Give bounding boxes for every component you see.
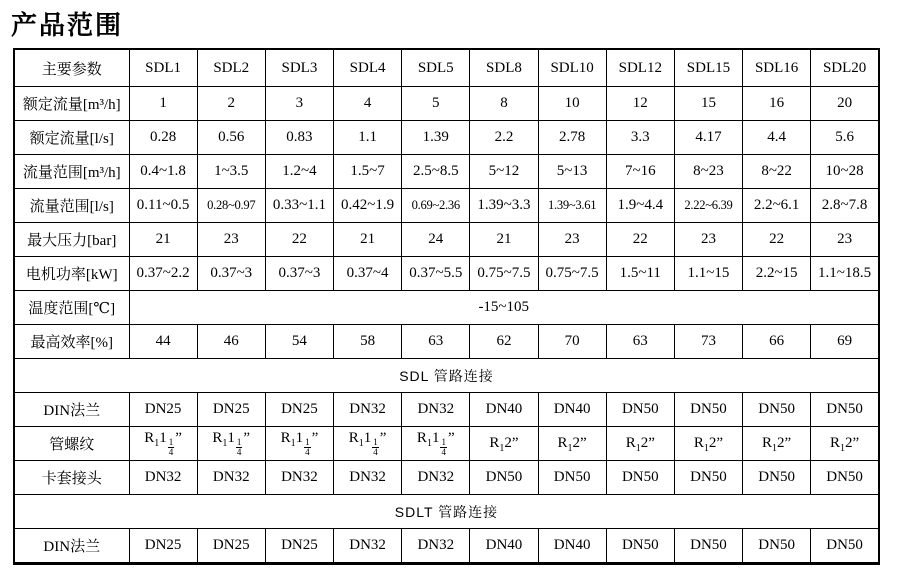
- value-cell: DN32: [334, 529, 402, 564]
- value-cell: 15: [674, 87, 742, 121]
- model-column-header: SDL8: [470, 49, 538, 87]
- value-cell: 66: [743, 325, 811, 359]
- value-cell: 3.3: [606, 121, 674, 155]
- value-cell: 1.39~3.61: [538, 189, 606, 223]
- value-cell: DN25: [197, 529, 265, 564]
- value-cell: DN50: [743, 461, 811, 495]
- row-label: DIN法兰: [14, 529, 129, 564]
- value-cell: 21: [334, 223, 402, 257]
- value-cell: 44: [129, 325, 197, 359]
- value-cell: 3: [265, 87, 333, 121]
- thread-subscript: 1: [222, 438, 228, 449]
- value-cell: 7~16: [606, 155, 674, 189]
- value-cell: DN50: [606, 461, 674, 495]
- row-label: 最高效率[%]: [14, 325, 129, 359]
- thread-subscript: 1: [567, 443, 573, 454]
- value-cell: DN50: [811, 529, 879, 564]
- value-cell: DN25: [265, 529, 333, 564]
- model-column-header: SDL12: [606, 49, 674, 87]
- value-cell: 1.39~3.3: [470, 189, 538, 223]
- value-cell: 24: [402, 223, 470, 257]
- value-cell: DN40: [470, 393, 538, 427]
- value-cell: 10: [538, 87, 606, 121]
- value-cell: 0.11~0.5: [129, 189, 197, 223]
- value-cell: DN32: [129, 461, 197, 495]
- value-cell: 0.37~2.2: [129, 257, 197, 291]
- value-cell: DN32: [402, 393, 470, 427]
- table-row: [14, 121, 879, 155]
- value-cell: DN40: [538, 393, 606, 427]
- fraction-one-quarter: $\frac{1}{4}$: [236, 437, 242, 457]
- value-cell: 0.83: [265, 121, 333, 155]
- value-cell: 21: [470, 223, 538, 257]
- value-cell: DN50: [811, 461, 879, 495]
- value-cell: 5~13: [538, 155, 606, 189]
- value-cell: 63: [606, 325, 674, 359]
- value-cell: $R_11$ $\frac{1}{4}$ ”: [197, 427, 265, 461]
- thread-subscript: 1: [499, 443, 505, 454]
- table-row: [14, 87, 879, 121]
- value-cell: DN50: [538, 461, 606, 495]
- value-cell: 5~12: [470, 155, 538, 189]
- value-cell: 8: [470, 87, 538, 121]
- value-cell: 0.75~7.5: [470, 257, 538, 291]
- model-column-header: SDL10: [538, 49, 606, 87]
- value-cell: DN32: [197, 461, 265, 495]
- value-cell: DN32: [334, 393, 402, 427]
- value-cell: 0.69~2.36: [402, 189, 470, 223]
- value-cell: 22: [743, 223, 811, 257]
- value-cell: $R_11$ $\frac{1}{4}$ ”: [265, 427, 333, 461]
- value-cell: 0.28~0.97: [197, 189, 265, 223]
- table-row: [14, 359, 879, 393]
- value-cell: 70: [538, 325, 606, 359]
- value-cell: 23: [538, 223, 606, 257]
- value-cell: 1.39: [402, 121, 470, 155]
- table-row: [14, 495, 879, 529]
- model-column-header: SDL20: [811, 49, 879, 87]
- row-label: 卡套接头: [14, 461, 129, 495]
- table-row: [14, 155, 879, 189]
- row-label: 流量范围[l/s]: [14, 189, 129, 223]
- value-cell: 1.9~4.4: [606, 189, 674, 223]
- model-column-header: SDL1: [129, 49, 197, 87]
- value-cell: DN25: [129, 393, 197, 427]
- row-label: 最大压力[bar]: [14, 223, 129, 257]
- value-cell: DN32: [402, 461, 470, 495]
- value-cell: 23: [197, 223, 265, 257]
- value-cell: 0.28: [129, 121, 197, 155]
- value-cell: DN50: [470, 461, 538, 495]
- fraction-one-quarter: $\frac{1}{4}$: [305, 437, 310, 457]
- row-label: 额定流量[m³/h]: [14, 87, 129, 121]
- table-row: [14, 529, 879, 564]
- thread-subscript: 1: [358, 438, 364, 449]
- thread-subscript: 1: [154, 438, 160, 449]
- product-range-table: [13, 48, 880, 565]
- value-cell: DN50: [606, 393, 674, 427]
- value-cell: $R_12$”: [538, 427, 606, 461]
- model-column-header: SDL5: [402, 49, 470, 87]
- value-cell: DN50: [743, 529, 811, 564]
- value-cell: 1: [129, 87, 197, 121]
- value-cell: 2.78: [538, 121, 606, 155]
- row-label: 管螺纹: [14, 427, 129, 461]
- page-title: 产品范围: [11, 10, 124, 40]
- table-body: [14, 87, 879, 564]
- value-cell: 0.42~1.9: [334, 189, 402, 223]
- value-cell: DN32: [402, 529, 470, 564]
- value-cell: 4: [334, 87, 402, 121]
- table-row: [14, 223, 879, 257]
- value-cell: 0.37~3: [197, 257, 265, 291]
- value-cell: 8~22: [743, 155, 811, 189]
- value-cell: DN50: [674, 393, 742, 427]
- value-cell: 0.4~1.8: [129, 155, 197, 189]
- table-row: [14, 427, 879, 461]
- fraction-one-quarter: $\frac{1}{4}$: [441, 437, 446, 457]
- value-cell: DN25: [265, 393, 333, 427]
- value-cell: 1.1: [334, 121, 402, 155]
- value-cell: 23: [811, 223, 879, 257]
- table-row: [14, 291, 879, 325]
- value-cell: $R_12$”: [674, 427, 742, 461]
- model-column-header: SDL16: [743, 49, 811, 87]
- value-cell: 2: [197, 87, 265, 121]
- value-cell: $R_12$”: [470, 427, 538, 461]
- value-cell: 20: [811, 87, 879, 121]
- value-cell: 1~3.5: [197, 155, 265, 189]
- value-cell: 0.37~5.5: [402, 257, 470, 291]
- value-cell: DN25: [197, 393, 265, 427]
- table-head: [14, 49, 879, 87]
- value-cell: 16: [743, 87, 811, 121]
- thread-subscript: 1: [772, 443, 778, 454]
- section-header: SDLT 管路连接: [14, 495, 879, 529]
- value-cell: 54: [265, 325, 333, 359]
- value-cell: DN50: [674, 529, 742, 564]
- table-row: [14, 461, 879, 495]
- value-cell: 0.33~1.1: [265, 189, 333, 223]
- value-cell: 1.5~7: [334, 155, 402, 189]
- value-cell: $R_11$ $\frac{1}{4}$ ”: [402, 427, 470, 461]
- row-label: 电机功率[kW]: [14, 257, 129, 291]
- value-cell: 46: [197, 325, 265, 359]
- thread-subscript: 1: [703, 443, 709, 454]
- value-cell: $R_11$ $\frac{1}{4}$ ”: [334, 427, 402, 461]
- param-column-header: 主要参数: [14, 49, 129, 87]
- value-cell: DN40: [538, 529, 606, 564]
- thread-subscript: 1: [426, 438, 432, 449]
- value-cell: 12: [606, 87, 674, 121]
- row-label: 额定流量[l/s]: [14, 121, 129, 155]
- value-cell: DN25: [129, 529, 197, 564]
- value-cell: 1.1~18.5: [811, 257, 879, 291]
- fraction-one-quarter: $\frac{1}{4}$: [168, 437, 174, 457]
- value-cell: DN40: [470, 529, 538, 564]
- value-cell: 1.5~11: [606, 257, 674, 291]
- value-cell: 62: [470, 325, 538, 359]
- value-cell: 73: [674, 325, 742, 359]
- value-cell: DN50: [674, 461, 742, 495]
- value-cell: 0.37~4: [334, 257, 402, 291]
- value-cell: 22: [265, 223, 333, 257]
- thread-subscript: 1: [840, 443, 846, 454]
- value-cell: 2.8~7.8: [811, 189, 879, 223]
- value-cell: $R_11$ $\frac{1}{4}$ ”: [129, 427, 197, 461]
- value-cell: 0.75~7.5: [538, 257, 606, 291]
- value-cell: 2.2~15: [743, 257, 811, 291]
- value-cell: 21: [129, 223, 197, 257]
- row-label: DIN法兰: [14, 393, 129, 427]
- value-cell: DN32: [265, 461, 333, 495]
- value-cell: 23: [674, 223, 742, 257]
- model-column-header: SDL3: [265, 49, 333, 87]
- value-cell: 69: [811, 325, 879, 359]
- thread-subscript: 1: [635, 443, 641, 454]
- thread-subscript: 1: [290, 438, 296, 449]
- value-cell: 0.37~3: [265, 257, 333, 291]
- table-head-row: [14, 49, 879, 87]
- value-cell: $R_12$”: [743, 427, 811, 461]
- value-cell: $R_12$”: [606, 427, 674, 461]
- value-cell: 2.22~6.39: [674, 189, 742, 223]
- table-row: [14, 325, 879, 359]
- value-cell: 5.6: [811, 121, 879, 155]
- value-cell: 8~23: [674, 155, 742, 189]
- value-cell: 2.2: [470, 121, 538, 155]
- value-cell: DN50: [811, 393, 879, 427]
- model-column-header: SDL2: [197, 49, 265, 87]
- fraction-one-quarter: $\frac{1}{4}$: [373, 437, 378, 457]
- model-column-header: SDL15: [674, 49, 742, 87]
- table-row: [14, 189, 879, 223]
- value-cell: DN32: [334, 461, 402, 495]
- value-cell: 10~28: [811, 155, 879, 189]
- value-cell: 63: [402, 325, 470, 359]
- value-cell: DN50: [606, 529, 674, 564]
- value-cell: 2.5~8.5: [402, 155, 470, 189]
- table-row: [14, 257, 879, 291]
- row-label: 温度范围[℃]: [14, 291, 129, 325]
- value-cell: DN50: [743, 393, 811, 427]
- value-cell: 22: [606, 223, 674, 257]
- row-label: 流量范围[m³/h]: [14, 155, 129, 189]
- value-cell: 1.1~15: [674, 257, 742, 291]
- value-cell: 0.56: [197, 121, 265, 155]
- value-cell: $R_12$”: [811, 427, 879, 461]
- value-cell: 5: [402, 87, 470, 121]
- section-header: SDL 管路连接: [14, 359, 879, 393]
- model-column-header: SDL4: [334, 49, 402, 87]
- table-row: [14, 393, 879, 427]
- value-cell: 2.2~6.1: [743, 189, 811, 223]
- value-cell: 58: [334, 325, 402, 359]
- value-cell: 1.2~4: [265, 155, 333, 189]
- value-cell: 4.4: [743, 121, 811, 155]
- merged-value-cell: -15~105: [129, 291, 879, 325]
- value-cell: 4.17: [674, 121, 742, 155]
